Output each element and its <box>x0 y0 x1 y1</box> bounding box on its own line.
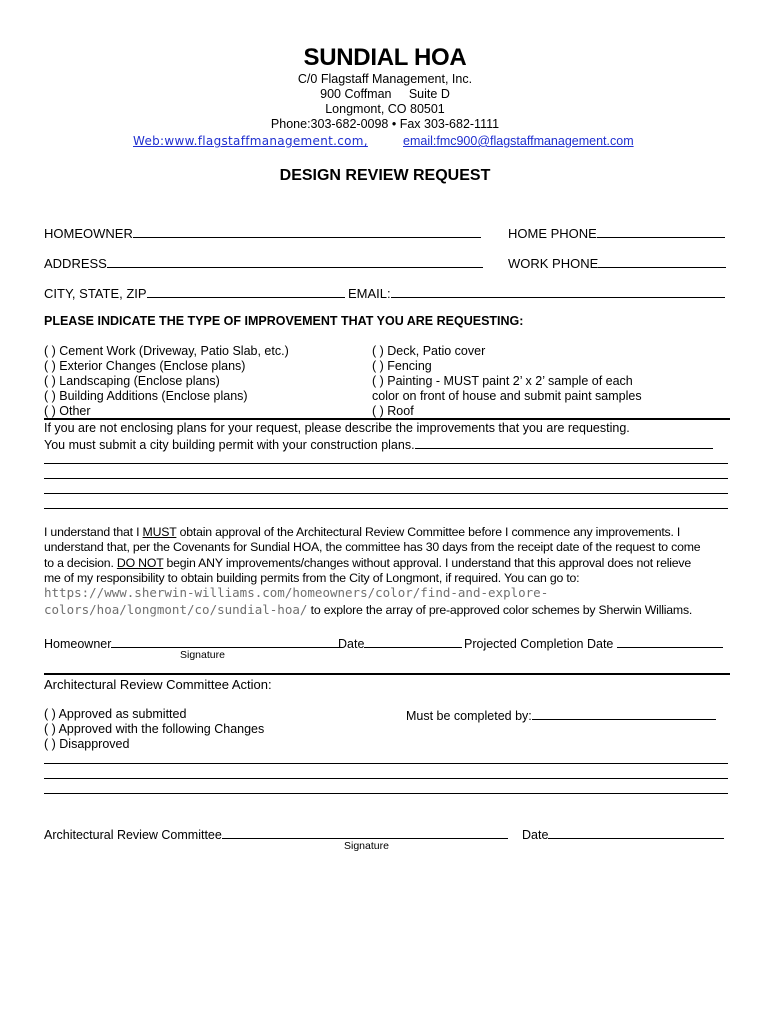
home-phone-label: HOME PHONE <box>508 226 597 241</box>
sherwin-williams-link-1[interactable]: https://www.sherwin-williams.com/homeowners/color/find-and-explore- <box>44 585 549 600</box>
homeowner-field[interactable] <box>44 225 481 241</box>
improvement-deck-patio[interactable]: ( ) Deck, Patio cover <box>372 344 486 358</box>
committee-date-label: Date <box>522 828 549 842</box>
projected-completion-label: Projected Completion Date <box>464 637 614 651</box>
committee-options <box>44 707 264 752</box>
homeowner-signature-caption: Signature <box>180 649 225 661</box>
agreement-paragraph: I understand that I MUST obtain approval of the Architectural Review Committee before I commence any improvements. I understand that, per the Covenants for Sundial HOA, the committee has 30 days from the receipt date of the request to come to a decision. DO NOT begin ANY improvements/changes without approval. I understand that this approval does not relieve me of my responsibility to obtain building permits from the City of Longmont, if required. You can go to: <box>44 525 701 585</box>
form-title: DESIGN REVIEW REQUEST <box>279 167 491 184</box>
projected-completion-field[interactable] <box>464 635 723 651</box>
committee-date-field[interactable] <box>522 826 724 842</box>
sherwin-williams-link-2[interactable]: colors/hoa/longmont/co/sundial-hoa/ <box>44 602 308 617</box>
improvements-right-list <box>372 344 642 419</box>
phone-fax-line: Phone:303-682-0098 • Fax 303-682-1111 <box>270 117 500 131</box>
homeowner-date-field[interactable] <box>338 635 462 651</box>
committee-divider <box>44 673 730 675</box>
email-label: EMAIL: <box>348 286 391 301</box>
section-divider <box>44 418 730 420</box>
improvement-painting[interactable]: ( ) Painting - MUST paint 2’ x 2’ sample of each <box>372 374 633 388</box>
committee-sign-label: Architectural Review Committee <box>44 828 222 842</box>
must-complete-label: Must be completed by: <box>406 709 532 723</box>
improvement-other[interactable]: ( ) Other <box>44 404 91 418</box>
option-approved-with-changes[interactable]: ( ) Approved with the following Changes <box>44 722 265 736</box>
must-complete-field[interactable] <box>406 707 716 723</box>
email-field[interactable] <box>348 285 725 301</box>
improvement-cement-work[interactable]: ( ) Cement Work (Driveway, Patio Slab, etc.) <box>44 344 289 358</box>
homeowner-label: HOMEOWNER <box>44 226 133 241</box>
improvement-painting-note: color on front of house and submit paint samples <box>372 389 642 403</box>
committee-signature-caption: Signature <box>344 840 389 852</box>
homeowner-date-label: Date <box>338 637 365 651</box>
work-phone-label: WORK PHONE <box>508 256 599 271</box>
address-line-3: Longmont, CO 80501 <box>325 102 445 116</box>
email-link[interactable]: email:fmc900@flagstaffmanagement.com <box>403 134 634 148</box>
improvement-fencing[interactable]: ( ) Fencing <box>372 359 432 373</box>
improvements-left-list <box>44 344 289 419</box>
instructions-line-2: You must submit a city building permit with your construction plans. <box>44 436 713 452</box>
org-name: SUNDIAL HOA <box>303 44 467 71</box>
instructions-line-1: If you are not enclosing plans for your request, please describe the improvements that you are requesting. <box>44 421 630 435</box>
improvement-heading: PLEASE INDICATE THE TYPE OF IMPROVEMENT THAT YOU ARE REQUESTING: <box>44 314 524 328</box>
website-link[interactable]: Web:www.flagstaffmanagement.com, <box>133 134 368 148</box>
address-line-1: C/0 Flagstaff Management, Inc. <box>297 72 473 86</box>
improvement-landscaping[interactable]: ( ) Landscaping (Enclose plans) <box>44 374 220 388</box>
address-field[interactable] <box>44 255 483 271</box>
committee-signature-field[interactable] <box>44 826 508 842</box>
city-state-zip-field[interactable] <box>44 285 345 301</box>
home-phone-field[interactable] <box>508 225 725 241</box>
improvement-building-additions[interactable]: ( ) Building Additions (Enclose plans) <box>44 389 248 403</box>
address-label: ADDRESS <box>44 256 107 271</box>
option-approved[interactable]: ( ) Approved as submitted <box>44 707 187 721</box>
option-disapproved[interactable]: ( ) Disapproved <box>44 737 130 751</box>
sherwin-williams-link-2-line: colors/hoa/longmont/co/sundial-hoa/ to explore the array of pre-approved color schemes by Sherwin Williams. <box>44 602 693 617</box>
committee-heading: Architectural Review Committee Action: <box>44 677 272 692</box>
improvement-roof[interactable]: ( ) Roof <box>372 404 414 418</box>
improvement-exterior-changes[interactable]: ( ) Exterior Changes (Enclose plans) <box>44 359 246 373</box>
address-line-2: 900 Coffman Suite D <box>320 87 450 101</box>
homeowner-sign-label: Homeowner <box>44 637 112 651</box>
work-phone-field[interactable] <box>508 255 726 271</box>
city-state-zip-label: CITY, STATE, ZIP <box>44 286 147 301</box>
